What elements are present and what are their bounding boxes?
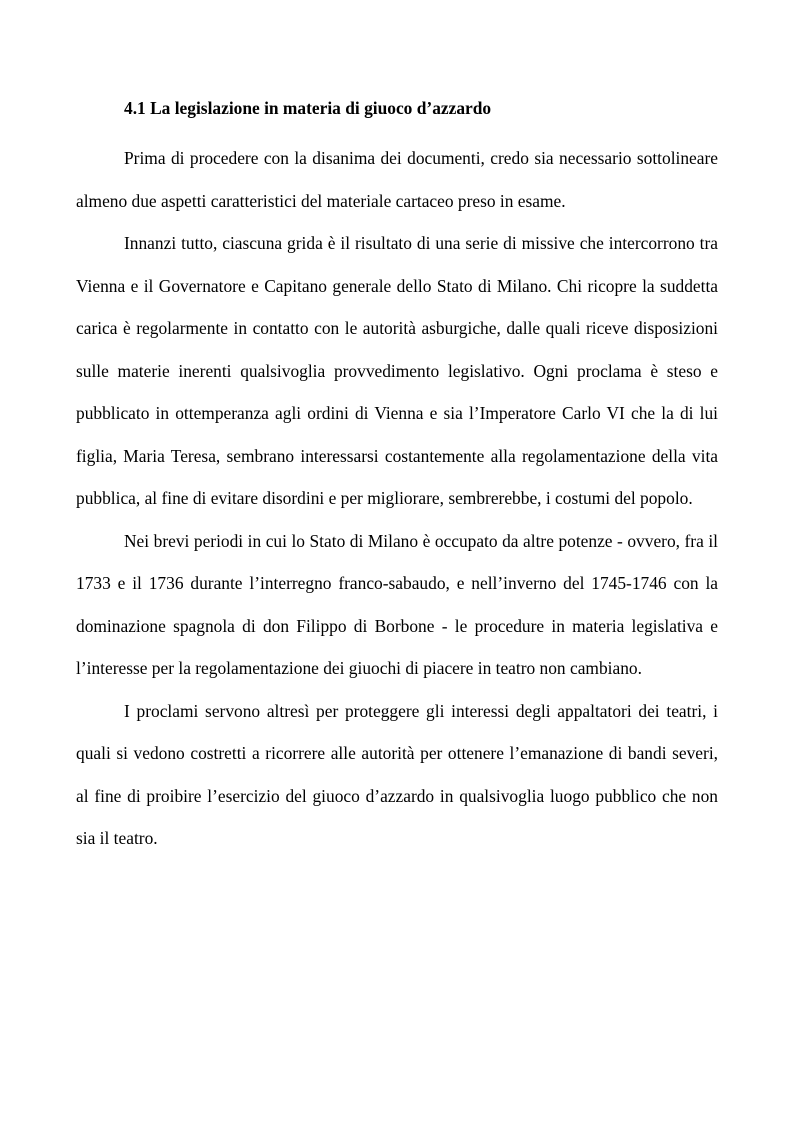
paragraph-1: Prima di procedere con la disanima dei documenti, credo sia necessario sottolineare almeno due aspetti caratteristici del materiale cartaceo preso in esame.: [76, 148, 718, 211]
section-heading: 4.1 La legislazione in materia di giuoco d’azzardo: [124, 98, 492, 118]
document-page: [76, 95, 718, 860]
paragraph-4: I proclami servono altresì per proteggere gli interessi degli appaltatori dei teatri, i quali si vedono costretti a ricorrere alle autorità per ottenere l’emanazione di bandi severi, al fine di proibire l’esercizio del giuoco d’azzardo in qualsivoglia luogo pubblico che non sia il teatro.: [76, 700, 718, 848]
paragraph-3: Nei brevi periodi in cui lo Stato di Milano è occupato da altre potenze - ovvero, fra il 1733 e il 1736 durante l’interregno franco-sabaudo, e nell’inverno del 1745-1746 con la dominazione spagnola di don Filippo di Borbone - le procedure in materia legislativa e l’interesse per la regolamentazione dei giuochi di piacere in teatro non cambiano.: [76, 530, 718, 678]
paragraph-2: Innanzi tutto, ciascuna grida è il risultato di una serie di missive che intercorrono tra Vienna e il Governatore e Capitano generale dello Stato di Milano. Chi ricopre la suddetta carica è regolarmente in contatto con le autorità asburgiche, dalle quali riceve disposizioni sulle materie inerenti qualsivoglia provvedimento legislativo. Ogni proclama è steso e pubblicato in ottemperanza agli ordini di Vienna e sia l’Imperatore Carlo VI che la di lui figlia, Maria Teresa, sembrano interessarsi costantemente alla regolamentazione della vita pubblica, al fine di evitare disordini e per migliorare, sembrerebbe, i costumi del popolo.: [76, 233, 718, 508]
